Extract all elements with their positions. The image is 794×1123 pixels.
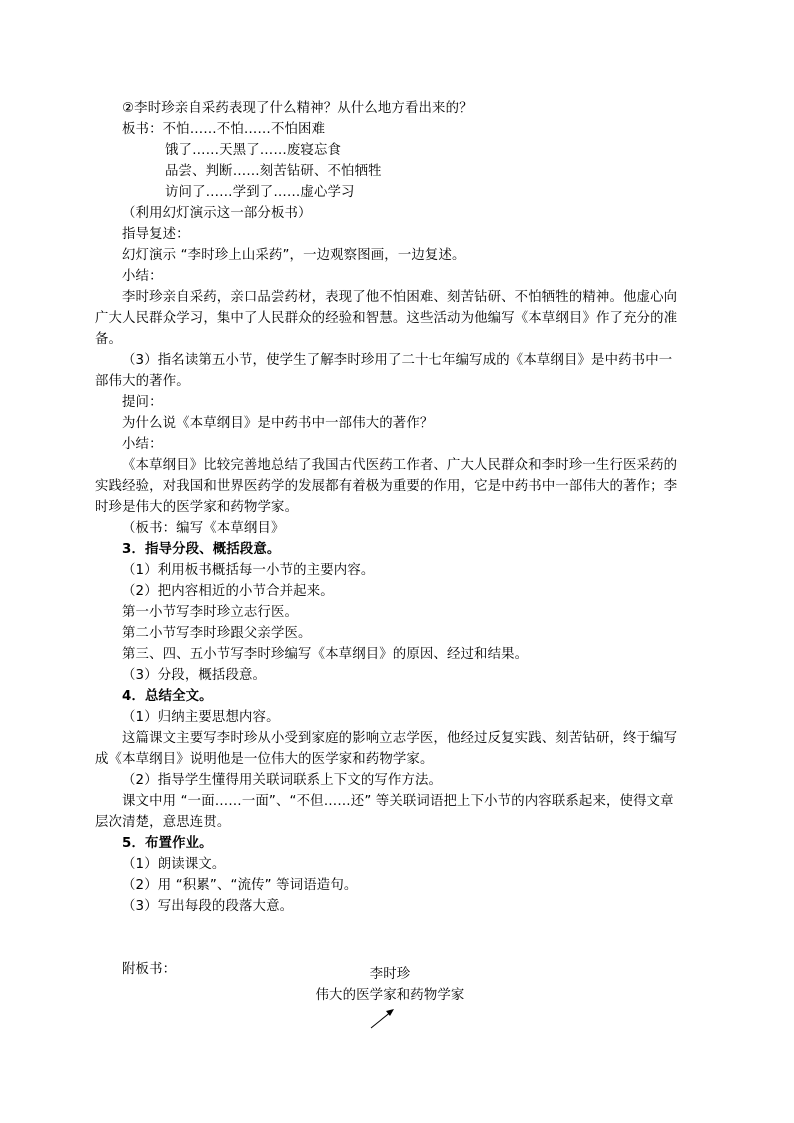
text-line: ②李时珍亲自采药表现了什么精神？从什么地方看出来的？ xyxy=(122,101,473,116)
text-line: 部伟大的著作。 xyxy=(95,374,190,389)
text-line: 第一小节写李时珍立志行医。 xyxy=(122,605,299,620)
text-line: 层次清楚，意思连贯。 xyxy=(95,815,231,830)
text-line: （1）利用板书概括每一小节的主要内容。 xyxy=(122,563,375,578)
text-line: （1）归纳主要思想内容。 xyxy=(122,710,280,725)
text-line: （3）分段，概括段意。 xyxy=(122,668,267,683)
text-line: （利用幻灯演示这一部分板书） xyxy=(122,206,312,221)
section-heading: 5．布置作业。 xyxy=(122,836,213,851)
text-line: 这篇课文主要写李时珍从小受到家庭的影响立志学医，他经过反复实践、刻苦钻研，终于编写 xyxy=(122,731,678,746)
text-line: 时珍是伟大的医学家和药物学家。 xyxy=(95,500,299,515)
text-line: 课文中用 “一面……一面”、“不但……还” 等关联词语把上下小节的内容联系起来，使得文章 xyxy=(122,794,674,809)
text-line: 幻灯演示 “李时珍上山采药”，一边观察图画，一边复述。 xyxy=(122,248,466,263)
section-heading: 3．指导分段、概括段意。 xyxy=(122,542,281,557)
text-line: 《本草纲目》比较完善地总结了我国古代医药工作者、广大人民群众和李时珍一生行医采药的 xyxy=(122,458,678,473)
text-line: （板书：编写《本草纲目》 xyxy=(122,521,285,536)
text-line: 访问了……学到了……虚心学习 xyxy=(165,185,355,200)
text-line: （2）指导学生懂得用关联词联系上下文的写作方法。 xyxy=(122,773,443,788)
text-line: 指导复述： xyxy=(122,227,190,242)
text-line: （2）用 “积累”、“流传” 等词语造句。 xyxy=(122,878,358,893)
text-line: 第三、四、五小节写李时珍编写《本草纲目》的原因、经过和结果。 xyxy=(122,647,529,662)
text-line: 板书：不怕……不怕……不怕困难 xyxy=(122,122,326,137)
text-line: 实践经验，对我国和世界医药学的发展都有着极为重要的作用，它是中药书中一部伟大的著作；李 xyxy=(95,479,678,494)
text-line: （3）写出每段的段落大意。 xyxy=(122,899,294,914)
text-line: 第二小节写李时珍跟父亲学医。 xyxy=(122,626,312,641)
text-line: 为什么说《本草纲目》是中药书中一部伟大的著作？ xyxy=(122,416,434,431)
section-heading: 4．总结全文。 xyxy=(122,689,213,704)
text-line: （3）指名读第五小节，使学生了解李时珍用了二十七年编写成的《本草纲目》是中药书中一 xyxy=(122,353,673,368)
text-line: 成《本草纲目》说明他是一位伟大的医学家和药物学家。 xyxy=(95,752,434,767)
text-line: 广大人民群众学习，集中了人民群众的经验和智慧。这些活动为他编写《本草纲目》作了充分的准 xyxy=(95,311,678,326)
text-line: （1）朗读课文。 xyxy=(122,857,226,872)
text-line: 品尝、判断……刻苦钻研、不怕牺牲 xyxy=(165,164,382,179)
text-line: 小结： xyxy=(122,437,163,452)
text-line: 李时珍亲自采药，亲口品尝药材，表现了他不怕困难、刻苦钻研、不怕牺牲的精神。他虚心向 xyxy=(122,290,678,305)
text-line: 小结： xyxy=(122,269,163,284)
text-line: 饿了……天黑了……废寝忘食 xyxy=(165,143,342,158)
text-line: 备。 xyxy=(95,332,123,347)
text-line: 提问： xyxy=(122,395,163,410)
board-subtitle: 伟大的医学家和药物学家 xyxy=(315,988,465,1003)
board-title: 李时珍 xyxy=(369,967,411,982)
appendix-label: 附板书： xyxy=(122,962,177,977)
text-line: （2）把内容相近的小节合并起来。 xyxy=(122,584,334,599)
arrow-icon xyxy=(362,1005,402,1035)
